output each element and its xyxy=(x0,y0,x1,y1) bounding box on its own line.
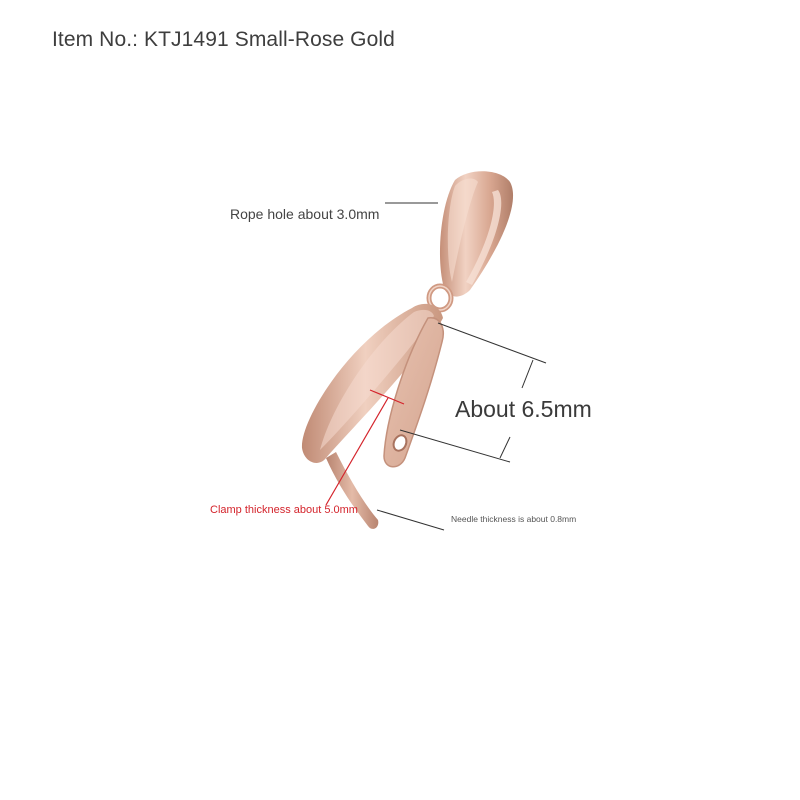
bail-loop xyxy=(440,171,513,296)
needle-thickness-leader xyxy=(377,510,444,530)
length-label: About 6.5mm xyxy=(455,396,592,422)
clamp-thickness-label: Clamp thickness about 5.0mm xyxy=(210,504,358,516)
rope-hole-label: Rope hole about 3.0mm xyxy=(230,206,380,222)
needle-thickness-label: Needle thickness is about 0.8mm xyxy=(451,514,577,524)
item-title: Item No.: KTJ1491 Small-Rose Gold xyxy=(52,28,395,51)
